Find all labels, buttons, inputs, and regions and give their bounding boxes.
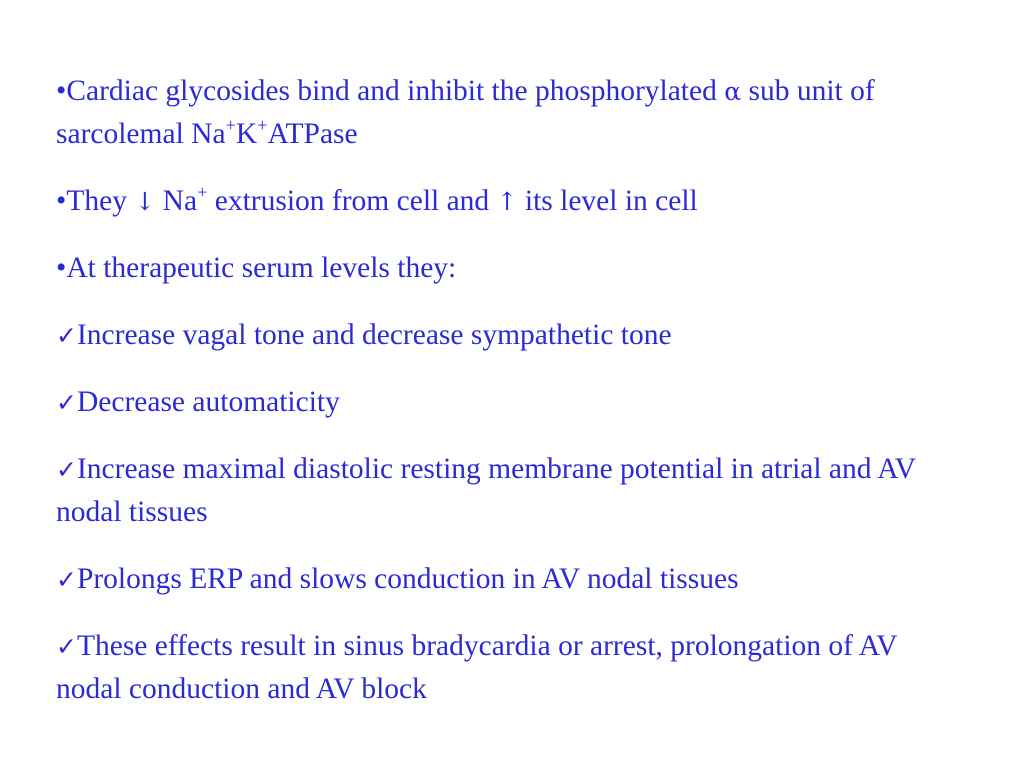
bullet-item (56, 625, 956, 711)
checkmark-icon: ✓ (56, 455, 77, 484)
bullet-text: They (66, 185, 135, 217)
superscript-charge: + (197, 182, 208, 203)
bullet-text: sub unit of sarcolemal Na (56, 75, 875, 150)
bullet-text: These effects result in sinus bradycardia or arrest, prolongation of AV nodal conduction and AV block (56, 630, 898, 705)
down-arrow-icon: ↓ (134, 187, 156, 216)
bullet-item (56, 558, 956, 601)
bullet-marker: • (56, 185, 67, 217)
bullet-text: Na (155, 185, 198, 217)
slide-body (56, 70, 956, 735)
bullet-text: ATPase (267, 118, 358, 150)
bullet-text: Increase vagal tone and decrease sympathetic tone (76, 319, 672, 351)
bullet-item (56, 180, 956, 223)
bullet-text: K (235, 118, 258, 150)
bullet-text: Decrease automaticity (76, 386, 340, 418)
bullet-text: its level in cell (517, 185, 698, 217)
bullet-text: Prolongs ERP and slows conduction in AV nodal tissues (76, 563, 739, 595)
bullet-text: extrusion from cell and (207, 185, 497, 217)
bullet-item (56, 381, 956, 424)
alpha-symbol: α (724, 77, 742, 106)
checkmark-icon: ✓ (56, 565, 77, 594)
checkmark-icon: ✓ (56, 632, 77, 661)
checkmark-icon: ✓ (56, 321, 77, 350)
bullet-marker: • (56, 75, 67, 107)
up-arrow-icon: ↑ (496, 187, 518, 216)
bullet-text: Increase maximal diastolic resting membrane potential in atrial and AV nodal tissues (56, 453, 916, 528)
bullet-item (56, 70, 956, 156)
bullet-item (56, 448, 956, 534)
superscript-charge: + (225, 115, 236, 136)
bullet-item (56, 247, 956, 290)
bullet-item (56, 314, 956, 357)
superscript-charge: + (257, 115, 268, 136)
checkmark-icon: ✓ (56, 388, 77, 417)
bullet-marker: • (56, 252, 67, 284)
bullet-text: Cardiac glycosides bind and inhibit the phosphorylated (66, 75, 725, 107)
bullet-text: At therapeutic serum levels they: (66, 252, 457, 284)
